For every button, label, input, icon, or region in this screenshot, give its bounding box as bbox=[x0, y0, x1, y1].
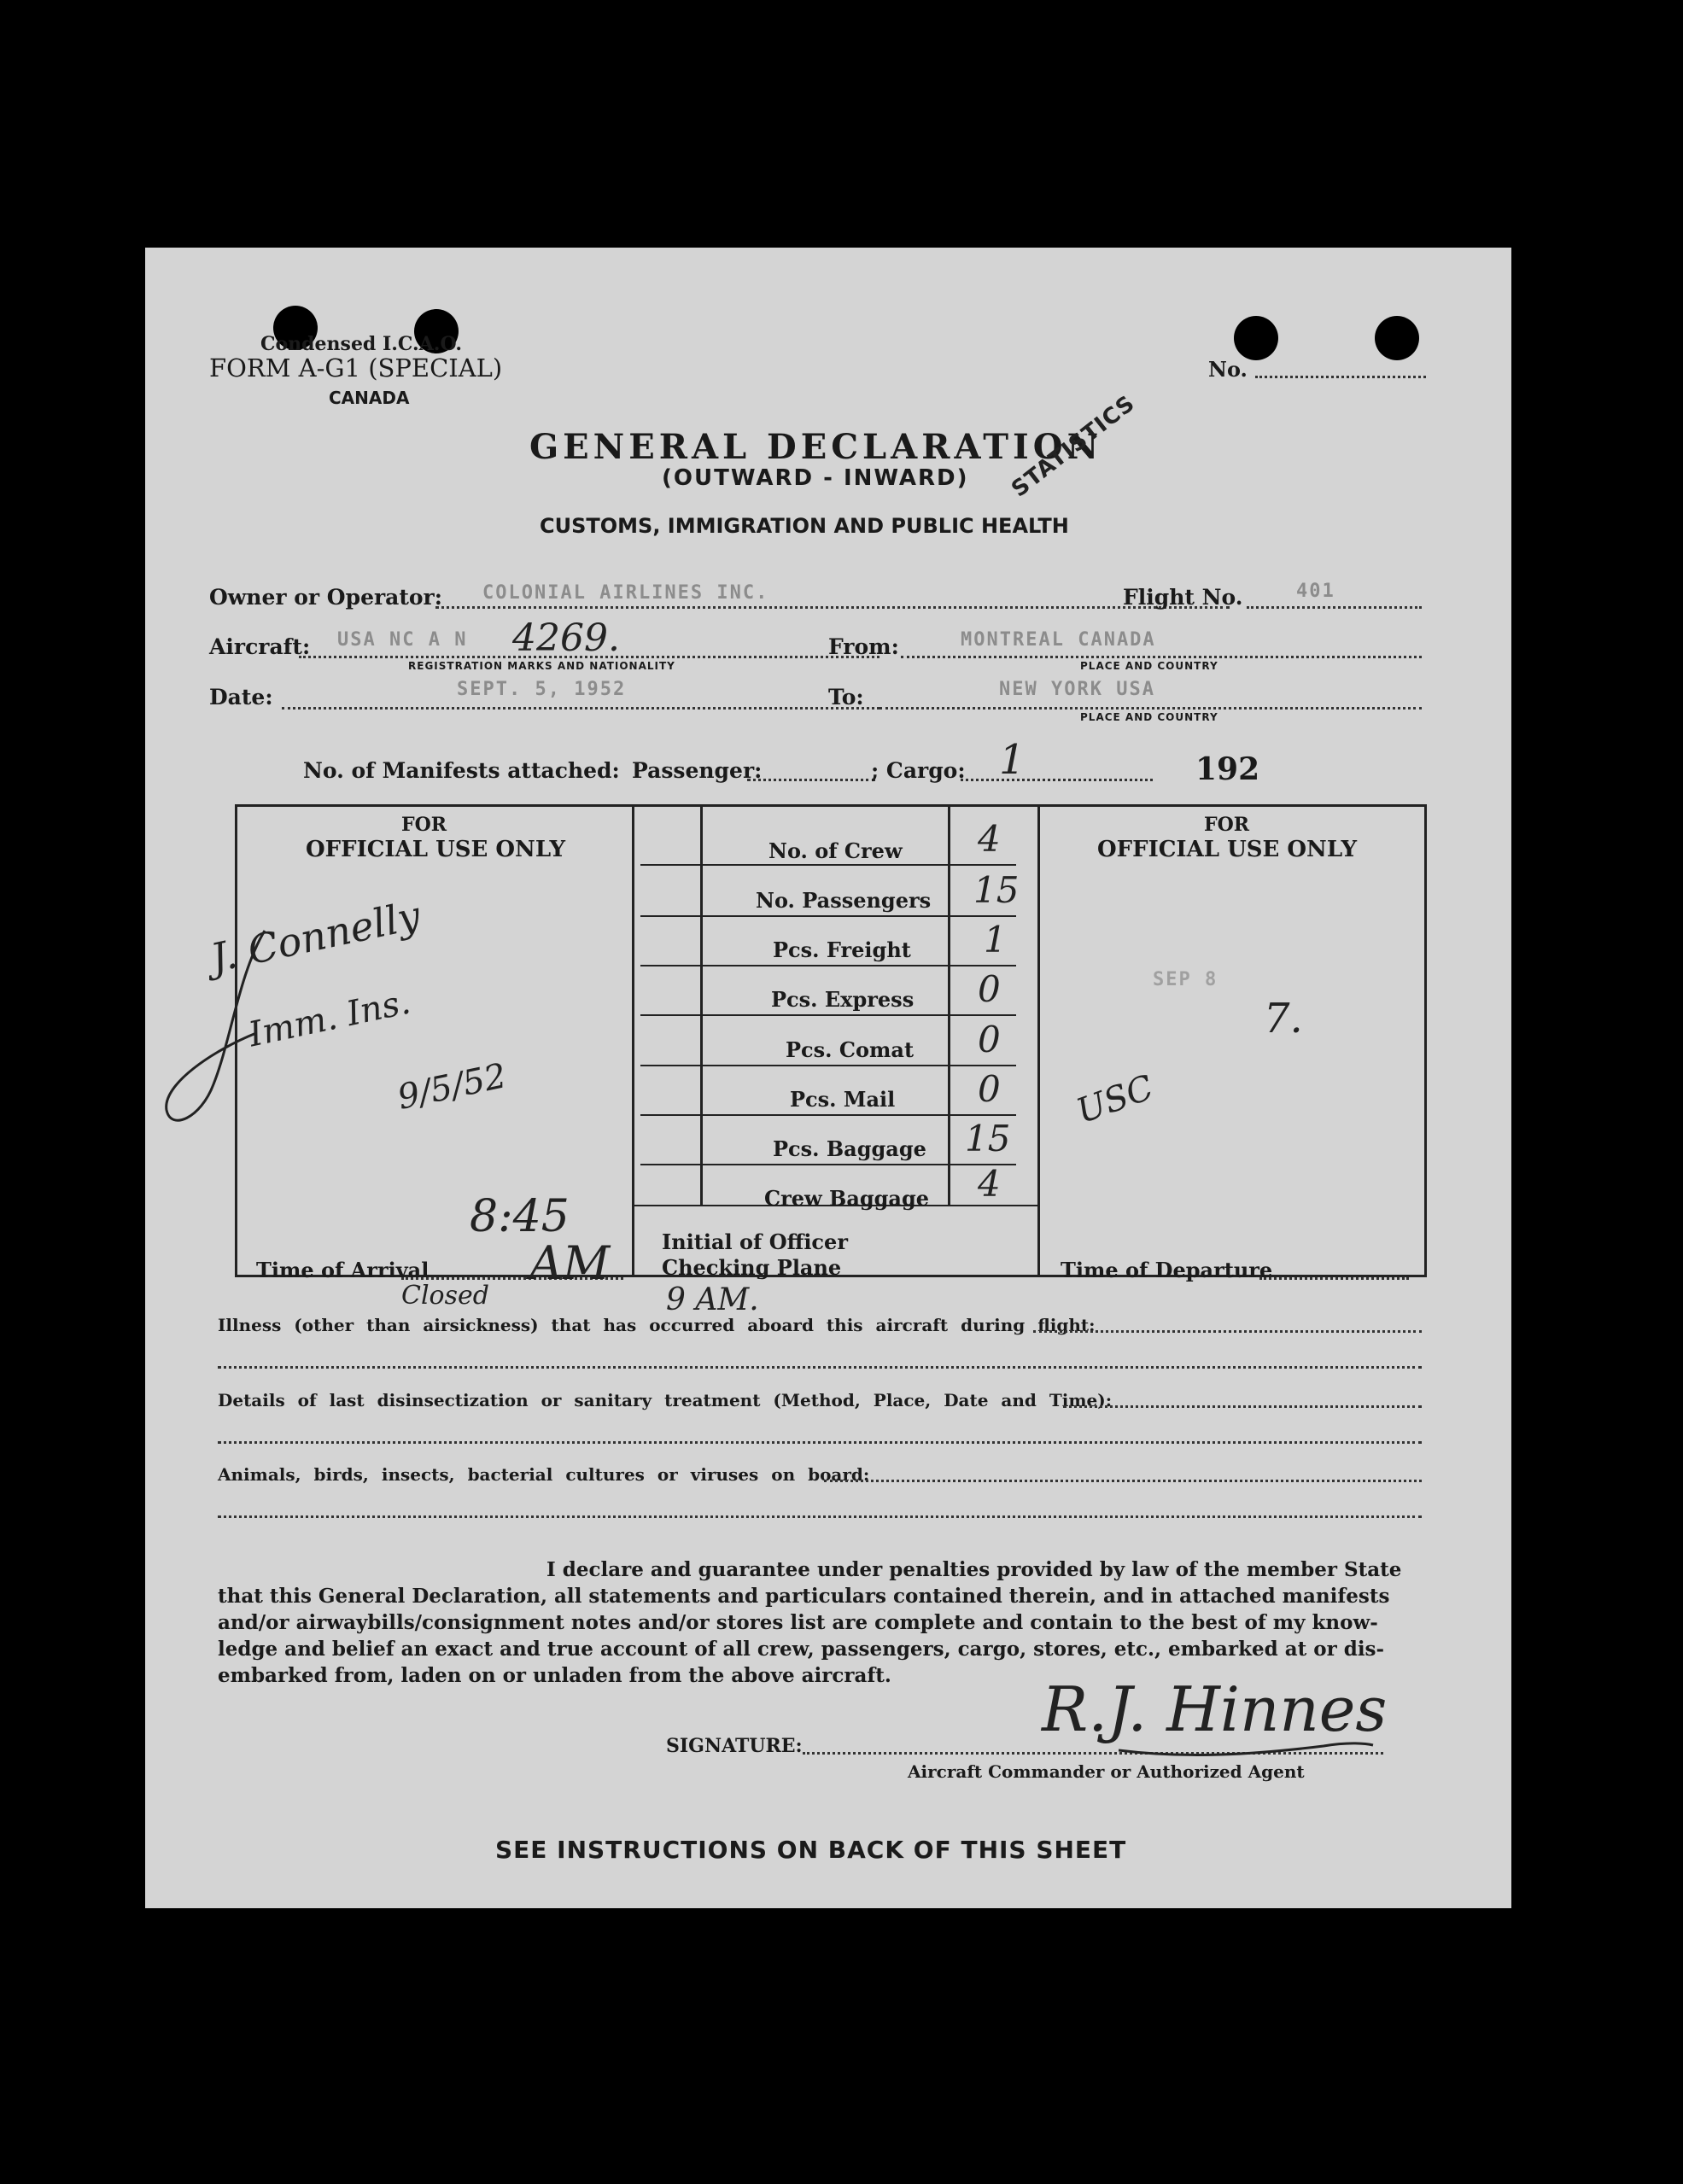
animals-field bbox=[824, 1480, 1422, 1482]
number-field bbox=[1255, 376, 1426, 378]
date-stamp: SEP 8 bbox=[1153, 969, 1218, 990]
passenger-manifest-field bbox=[747, 779, 875, 781]
to-caption: PLACE AND COUNTRY bbox=[1080, 711, 1218, 723]
form-number-label: FORM A-G1 (SPECIAL) bbox=[209, 353, 503, 382]
flight-value: 401 bbox=[1296, 581, 1335, 602]
section-title: CUSTOMS, IMMIGRATION AND PUBLIC HEALTH bbox=[540, 514, 1069, 538]
right-official-use-label: OFFICIAL USE ONLY bbox=[1097, 837, 1358, 862]
closed-time: 9 AM. bbox=[666, 1282, 759, 1317]
owner-label: Owner or Operator: bbox=[209, 585, 442, 610]
commander-signature: R.J. Hinnes bbox=[1042, 1673, 1388, 1745]
disinsectization-field bbox=[1063, 1405, 1422, 1408]
date-value: SEPT. 5, 1952 bbox=[457, 679, 627, 700]
page-number: 192 bbox=[1195, 751, 1260, 787]
table-row-value: 0 bbox=[978, 1019, 1001, 1060]
illness-field-line bbox=[218, 1366, 1422, 1369]
illness-label: Illness (other than airsickness) that has occurred aboard this aircraft during flight: bbox=[218, 1315, 1096, 1335]
aircraft-value: USA NC A N bbox=[337, 629, 468, 651]
flight-label: Flight No. bbox=[1123, 585, 1243, 610]
table-row-label: Pcs. Mail bbox=[790, 1087, 896, 1112]
time-of-departure-field bbox=[1259, 1277, 1409, 1280]
from-field bbox=[901, 656, 1422, 658]
manifests-label: No. of Manifests attached: bbox=[303, 758, 620, 783]
table-row-label: No. Passengers bbox=[756, 888, 932, 913]
passenger-manifest-label: Passenger: bbox=[632, 758, 763, 783]
punch-hole bbox=[1234, 316, 1278, 360]
left-official-use-label: OFFICIAL USE ONLY bbox=[306, 837, 566, 862]
to-label: To: bbox=[828, 685, 864, 710]
time-of-arrival-label: Time of Arrival bbox=[256, 1258, 430, 1282]
declaration-line: ledge and belief an exact and true account of all crew, passengers, cargo, stores, etc., embarked at or dis- bbox=[218, 1638, 1385, 1661]
time-of-arrival-ampm: AM bbox=[529, 1236, 611, 1290]
official-date: 9/5/52 bbox=[394, 1056, 511, 1118]
number-label: No. bbox=[1208, 357, 1248, 382]
declaration-line: I declare and guarantee under penalties provided by law of the member State bbox=[546, 1558, 1402, 1581]
time-of-arrival-value: 8:45 bbox=[470, 1191, 570, 1242]
official-signature: J. Connelly bbox=[207, 891, 424, 982]
table-row-label: Pcs. Comat bbox=[786, 1037, 915, 1062]
time-of-departure-label: Time of Departure bbox=[1061, 1258, 1273, 1282]
from-label: From: bbox=[828, 634, 899, 659]
table-row-value: 4 bbox=[978, 1163, 1001, 1205]
table-row-value: 0 bbox=[978, 1068, 1001, 1110]
form-country-label: CANADA bbox=[329, 388, 410, 408]
signature-caption: Aircraft Commander or Authorized Agent bbox=[908, 1761, 1305, 1782]
date-label: Date: bbox=[209, 685, 273, 710]
table-row-label: Pcs. Express bbox=[771, 987, 915, 1012]
departure-initials: USC bbox=[1071, 1067, 1159, 1132]
from-value: MONTREAL CANADA bbox=[961, 629, 1156, 651]
declaration-line: embarked from, laden on or unladen from the above aircraft. bbox=[218, 1664, 891, 1687]
official-initials: Imm. Ins. bbox=[245, 982, 414, 1055]
cargo-manifest-label: ; Cargo: bbox=[871, 758, 966, 783]
flight-field bbox=[1247, 606, 1422, 609]
aircraft-handwritten: 4269. bbox=[512, 616, 620, 660]
disinsectization-label: Details of last disinsectization or sanitary treatment (Method, Place, Date and Time): bbox=[218, 1390, 1113, 1410]
table-row-value: 1 bbox=[984, 919, 1007, 961]
table-row-value: 0 bbox=[978, 968, 1001, 1010]
date-field bbox=[282, 707, 879, 710]
table-row-label: Crew Baggage bbox=[764, 1186, 930, 1211]
right-for-label: FOR bbox=[1204, 814, 1250, 836]
form-condensed-label: Condensed I.C.A.O. bbox=[260, 333, 462, 355]
signature-label: SIGNATURE: bbox=[666, 1735, 803, 1757]
form-sheet bbox=[145, 248, 1511, 1908]
declaration-line: that this General Declaration, all statements and particulars contained therein, and in attached manifests bbox=[218, 1585, 1390, 1608]
table-row-label: No. of Crew bbox=[768, 838, 903, 863]
table-row-label: Pcs. Baggage bbox=[773, 1136, 926, 1161]
owner-value: COLONIAL AIRLINES INC. bbox=[482, 582, 769, 604]
left-for-label: FOR bbox=[401, 814, 447, 836]
checking-plane-label: Checking Plane bbox=[662, 1255, 842, 1280]
declaration-line: and/or airwaybills/consignment notes and/or stores list are complete and contain to the best of my know- bbox=[218, 1611, 1378, 1634]
statistics-stamp: STATISTICS bbox=[1007, 390, 1141, 503]
signature-stroke bbox=[1119, 1699, 1375, 1767]
animals-field-line bbox=[218, 1515, 1422, 1518]
disinsectization-field-line bbox=[218, 1441, 1422, 1444]
initial-officer-label: Initial of Officer bbox=[662, 1229, 848, 1254]
closed-note: Closed bbox=[401, 1281, 489, 1311]
cargo-manifest-value: 1 bbox=[999, 736, 1026, 784]
departure-handwritten: 7. bbox=[1264, 995, 1303, 1042]
document-title: GENERAL DECLARATION bbox=[529, 427, 1103, 467]
aircraft-caption: REGISTRATION MARKS AND NATIONALITY bbox=[408, 660, 675, 672]
owner-field bbox=[435, 606, 1230, 609]
animals-label: Animals, birds, insects, bacterial cultures or viruses on board: bbox=[218, 1464, 870, 1485]
instructions-note: SEE INSTRUCTIONS ON BACK OF THIS SHEET bbox=[495, 1836, 1127, 1864]
illness-field bbox=[1033, 1330, 1422, 1333]
document-subtitle: (OUTWARD - INWARD) bbox=[662, 465, 969, 491]
punch-hole bbox=[1375, 316, 1419, 360]
table-row-label: Pcs. Freight bbox=[773, 937, 911, 962]
cargo-manifest-field bbox=[961, 779, 1153, 781]
table-row-value: 15 bbox=[973, 869, 1020, 911]
to-field bbox=[879, 707, 1422, 710]
to-value: NEW YORK USA bbox=[999, 679, 1155, 700]
table-row-value: 15 bbox=[965, 1118, 1011, 1159]
from-caption: PLACE AND COUNTRY bbox=[1080, 660, 1218, 672]
aircraft-label: Aircraft: bbox=[209, 634, 311, 659]
table-row-value: 4 bbox=[978, 818, 1001, 860]
